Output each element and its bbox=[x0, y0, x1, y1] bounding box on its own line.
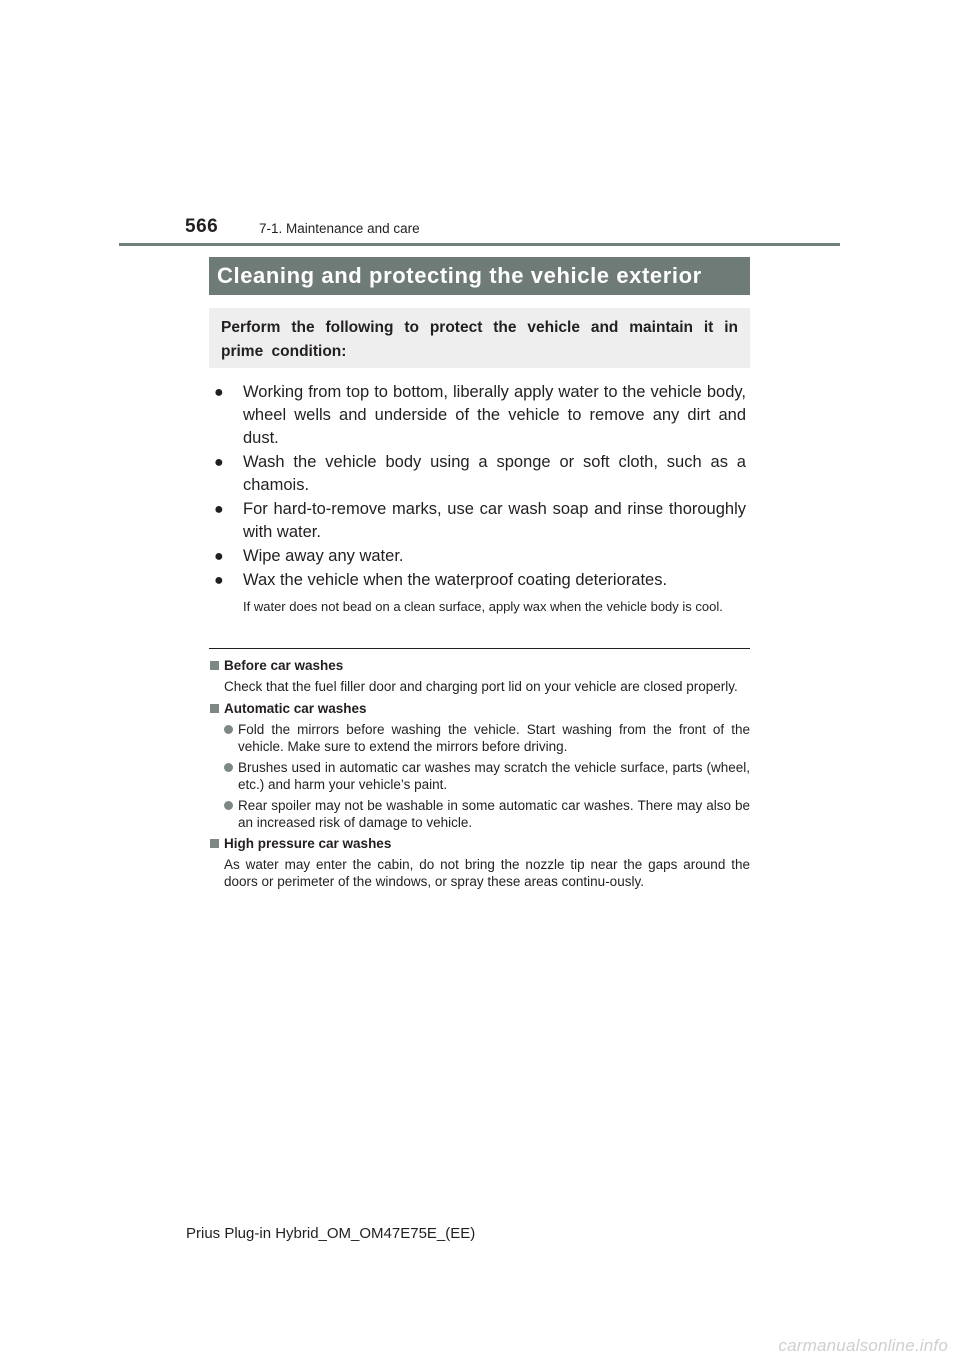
section-heading-text: High pressure car washes bbox=[224, 836, 392, 851]
bullet-item bbox=[213, 545, 746, 568]
chapter-heading: 7-1. Maintenance and care bbox=[259, 221, 420, 236]
bullet-dot-icon: ● bbox=[214, 548, 224, 565]
bullet-item bbox=[213, 498, 746, 544]
sub-bullet-text: Brushes used in automatic car washes may scratch the vehicle surface, parts (wheel, etc.) and harm your vehicle’s paint. bbox=[238, 760, 750, 792]
info-sections bbox=[210, 654, 750, 895]
bullet-text: Wipe away any water. bbox=[243, 547, 404, 565]
bullet-text: For hard-to-remove marks, use car wash soap and rinse thoroughly with water. bbox=[243, 500, 746, 541]
sub-bullet-item bbox=[210, 797, 750, 831]
section-heading-automatic-car-washes bbox=[210, 700, 750, 717]
section-heading-high-pressure-car-washes bbox=[210, 835, 750, 852]
bullet-item bbox=[213, 569, 746, 592]
bullet-item bbox=[213, 451, 746, 497]
sub-bullet-text: Rear spoiler may not be washable in some automatic car washes. There may also be an increased risk of damage to vehicle. bbox=[238, 798, 750, 830]
section-body: As water may enter the cabin, do not bring the nozzle tip near the gaps around the doors or perimeter of the windows, or spray these areas continu-ously. bbox=[224, 857, 750, 889]
sub-bullet-item bbox=[210, 759, 750, 793]
section-heading-text: Before car washes bbox=[224, 658, 344, 673]
bullet-item bbox=[213, 381, 746, 450]
square-marker-icon bbox=[210, 839, 219, 848]
footer-document-id: Prius Plug-in Hybrid_OM_OM47E75E_(EE) bbox=[186, 1225, 476, 1242]
circle-marker-icon bbox=[224, 763, 233, 772]
bullet-list bbox=[213, 381, 746, 615]
header-rule bbox=[119, 243, 840, 246]
section-divider bbox=[209, 648, 750, 649]
bullet-note: If water does not bead on a clean surface, apply wax when the vehicle body is cool. bbox=[243, 599, 723, 614]
bullet-dot-icon: ● bbox=[214, 384, 224, 401]
circle-marker-icon bbox=[224, 725, 233, 734]
square-marker-icon bbox=[210, 661, 219, 670]
sub-bullet-item bbox=[210, 721, 750, 755]
intro-box: Perform the following to protect the vehicle and maintain it in prime condition: bbox=[209, 308, 750, 368]
sub-bullet-text: Fold the mirrors before washing the vehicle. Start washing from the front of the vehicle. Make sure to extend the mirrors before driving. bbox=[238, 722, 750, 754]
bullet-text: Working from top to bottom, liberally apply water to the vehicle body, wheel wells and underside of the vehicle to remove any dirt and dust. bbox=[243, 383, 746, 447]
circle-marker-icon bbox=[224, 801, 233, 810]
bullet-dot-icon: ● bbox=[214, 572, 224, 589]
bullet-text: Wash the vehicle body using a sponge or soft cloth, such as a chamois. bbox=[243, 453, 746, 494]
page-number: 566 bbox=[185, 216, 219, 237]
section-heading-text: Automatic car washes bbox=[224, 701, 367, 716]
section-heading-before-car-washes bbox=[210, 657, 750, 674]
bullet-text: Wax the vehicle when the waterproof coating deteriorates. bbox=[243, 571, 668, 589]
section-body: Check that the fuel filler door and charging port lid on your vehicle are closed properly. bbox=[224, 679, 738, 694]
watermark: carmanualsonline.info bbox=[778, 1336, 948, 1355]
bullet-dot-icon: ● bbox=[214, 454, 224, 471]
bullet-dot-icon: ● bbox=[214, 501, 224, 518]
section-title: Cleaning and protecting the vehicle exterior bbox=[209, 257, 750, 295]
square-marker-icon bbox=[210, 704, 219, 713]
